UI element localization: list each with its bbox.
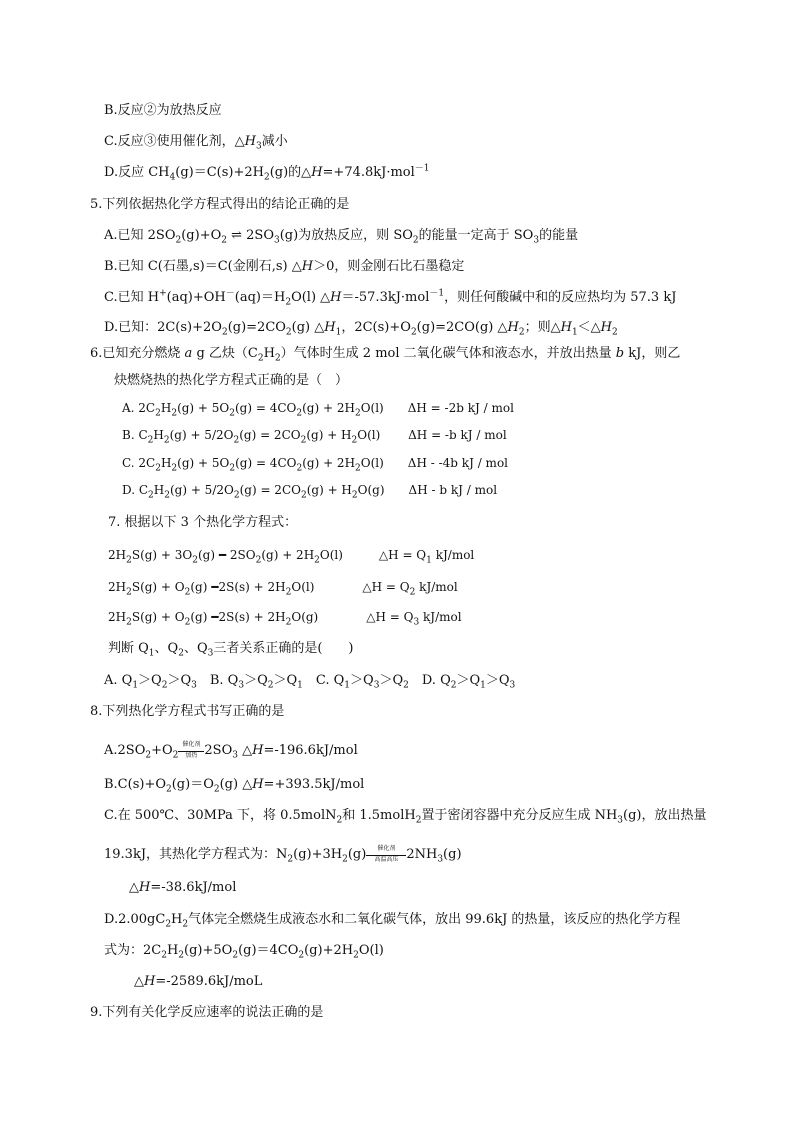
q8-option-a: $A.2SO_2+O_2$ $\frac{\text{催化剂}}{\text{加热}}$ $2SO_3$ △H=-196.6kJ/mol bbox=[104, 740, 358, 761]
q7-equation-3: $2H_2S(g) + O_2(g)$ ━2S(s) + $2H_2O(g)$ △H = $Q_3$ kJ/mol bbox=[108, 610, 462, 628]
question-8: 8.下列热化学方程式书写正确的是 bbox=[90, 704, 285, 719]
question-7: 7. 根据以下 3 个热化学方程式： bbox=[108, 515, 298, 530]
question-9: 9.下列有关化学反应速率的说法正确的是 bbox=[90, 1005, 324, 1020]
q7-judge: 判断 $Q_1$、$Q_2$、$Q_3$三者关系正确的是( ) bbox=[108, 641, 354, 659]
q8-option-d: $D.2.00gC_2H_2$气体完全燃烧生成液态水和二氧化碳气体，放出 99.6kJ 的热量，该反应的热化学方程 bbox=[104, 912, 681, 930]
q7-options: A. $Q_1>Q_2>Q_3$ B. $Q_3>Q_2>Q_1$ C. $Q_1>Q_3>Q_2$ D. $Q_2>Q_1>Q_3$ bbox=[104, 673, 516, 691]
q5-option-a: A.已知 $2SO_2(g)+O_2$ ⇌ $2SO_3(g)$为放热反应，则 $SO_2$的能量一定高于 $SO_3$的能量 bbox=[104, 228, 579, 246]
q8-option-d-line2: 式为：$2C_2H_2(g)+5O_2(g)=4CO_2(g)+2H_2O(l)$ bbox=[104, 943, 384, 961]
q7-equation-1: $2H_2S(g) + 3O_2(g)$ ━ $2SO_2(g) + 2H_2O(l)$ △H = $Q_1$ kJ/mol bbox=[108, 548, 475, 566]
q5-option-d: D.已知：$2C(s)+2O_2(g)=2CO_2(g)$ $\triangle H_1$，$2C(s)+O_2(g)=2CO(g)$ $\triangle H_2$；则$\triangle H_1<\triangle H_2$ bbox=[104, 320, 618, 338]
q6-option-c: C. $2C_2H_2(g) + 5O_2(g) = 4CO_2(g) + 2H_2O(l)$ ΔH - -4b kJ / mol bbox=[122, 456, 509, 474]
q4-option-d: D.反应 $CH_4(g)=C(s)+2H_2(g)$的△H=+74.8kJ·mol$^{-1}$ bbox=[104, 163, 430, 183]
q4-option-b: B.反应②为放热反应 bbox=[104, 103, 222, 118]
q8-option-c-line2: 19.3kJ，其热化学方程式为：$N_2(g)+3H_2(g)$ $\frac{\text{催化剂}}{\text{高温高压}}$ $2NH_3(g)$ bbox=[104, 844, 462, 865]
q4-option-c: C.反应③使用催化剂，$\triangle H_3$减小 bbox=[104, 134, 288, 152]
q8-option-d-line3: △H=-2589.6kJ/moL bbox=[134, 974, 263, 989]
q6-option-b: B. $C_2H_2(g) + 5/2O_2(g) = 2CO_2(g) + H_2O(l)$ ΔH = -b kJ / mol bbox=[122, 428, 507, 446]
q6-option-d: D. $C_2H_2(g) + 5/2O_2(g) = 2CO_2(g) + H_2O(g)$ ΔH - b kJ / mol bbox=[122, 483, 498, 501]
q5-option-b: B.已知 C(石墨,s)＝C(金刚石,s) △H＞0，则金刚石比石墨稳定 bbox=[104, 259, 465, 274]
q6-option-a: A. $2C_2H_2(g) + 5O_2(g) = 4CO_2(g) + 2H_2O(l)$ ΔH = -2b kJ / mol bbox=[122, 401, 514, 419]
q8-option-b: $B.C(s)+O_2(g)=O_2(g)$ △H=+393.5kJ/mol bbox=[104, 777, 365, 795]
q8-option-c: C.在 500℃、30MPa 下，将 0.5molN$_2$和 1.5molH$_2$置于密闭容器中充分反应生成 $NH_3(g)$，放出热量 bbox=[104, 808, 707, 826]
q8-option-c-line3: △H=-38.6kJ/mol bbox=[129, 880, 237, 895]
question-6-cont: 炔燃烧热的热化学方程式正确的是（ ） bbox=[114, 373, 349, 388]
q7-equation-2: $2H_2S(g) + O_2(g)$ ━2S(s) + $2H_2O(l)$ △H = $Q_2$ kJ/mol bbox=[108, 580, 458, 598]
q5-option-c: C.已知 $H^+(aq)+OH^-(aq)=H_2O(l)$ △H＝-57.3kJ·mol$^{-1}$，则任何酸碱中和的反应热均为 57.3 kJ bbox=[104, 288, 677, 308]
question-5: 5.下列依据热化学方程式得出的结论正确的是 bbox=[90, 197, 350, 212]
question-6: 6.已知充分燃烧 a g 乙炔$(C_2H_2)$气体时生成 2 mol 二氧化碳气体和液态水，并放出热量 b kJ，则乙 bbox=[90, 346, 681, 364]
